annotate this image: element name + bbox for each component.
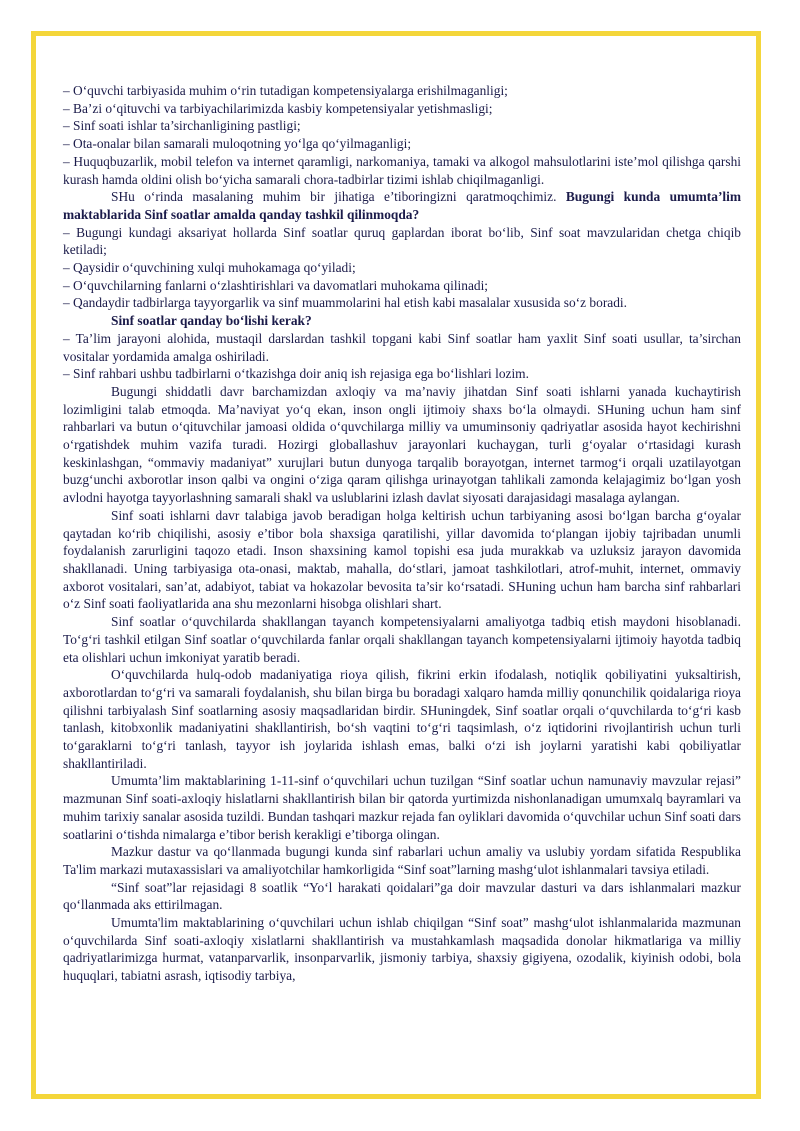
bold-heading: Bugungi kunda umumta’lim maktablarida Sinf soatlar amalda qanday tashkil qilinmoqda? [63, 189, 741, 222]
paragraph-text: Mazkur dastur va qo‘llanmada bugungi kunda sinf rabarlari uchun amaliy va uslubiy yordam sifatida Respublika Ta'lim markazi mutaxassislari va amaliyotchilar hamkorligida “Sinf soat”larning mashg‘ulot ishlanmalari tavsiya etiladi. [63, 844, 741, 877]
paragraph [63, 277, 741, 295]
paragraph [63, 507, 741, 613]
paragraph [63, 294, 741, 312]
paragraph-text: SHu o‘rinda masalaning muhim bir jihatiga e’tiboringizni qaratmoqchimiz. [111, 189, 566, 205]
paragraph [63, 365, 741, 383]
paragraph [63, 224, 741, 259]
paragraph [63, 312, 741, 330]
paragraph [63, 259, 741, 277]
bold-heading: Sinf soatlar qanday bo‘lishi kerak? [111, 313, 312, 329]
paragraph-text: – Ba’zi o‘qituvchi va tarbiyachilarimizda kasbiy kompetensiyalar yetishmasligi; [63, 100, 493, 116]
document-body [63, 82, 741, 985]
paragraph-text: – Qaysidir o‘quvchining xulqi muhokamaga qo‘yiladi; [63, 260, 356, 276]
paragraph [63, 843, 741, 878]
paragraph [63, 188, 741, 223]
paragraph [63, 117, 741, 135]
paragraph-text: – Qandaydir tadbirlarga tayyorgarlik va sinf muammolarini hal etish kabi masalalar xususida so‘z boradi. [63, 295, 627, 311]
paragraph-text: – Ota-onalar bilan samarali muloqotning yo‘lga qo‘yilmaganligi; [63, 136, 412, 152]
paragraph [63, 772, 741, 843]
paragraph-text: – O‘quvchilarning fanlarni o‘zlashtirishlari va davomatlari muhokama qilinadi; [63, 277, 489, 293]
paragraph-text: Umumta’lim maktablarining 1-11-sinf o‘quvchilari uchun tuzilgan “Sinf soatlar uchun namunaviy mavzular rejasi” mazmunan Sinf soati-axloqiy hislatlarni shakllantirish bilan bir qatorda yurtimizda nishonlanadigan umumxalq bayramlari va muhim tarixiy sanalar asosida tuzildi. Bundan tashqari mazkur rejada fan oyliklari davomida o‘quvchilar uchun Sinf soati dars soatlarini o‘tishda nimalarga e’tibor berish kerakligi e’tiborga olingan. [63, 773, 741, 842]
paragraph-text: – Ta’lim jarayoni alohida, mustaqil darslardan tashkil topgani kabi Sinf soatlar ham yaxlit Sinf soati usullar, ta’sirchan vositalar yordamida amalga oshiriladi. [63, 330, 741, 364]
paragraph [63, 153, 741, 188]
paragraph [63, 82, 741, 100]
paragraph-text: Umumta'lim maktablarining o‘quvchilari uchun ishlab chiqilgan “Sinf soat” mashg‘ulot ishlanmalarida mazmunan o‘quvchilarda Sinf soati-axloqiy xislatlarni shakllantirish va mustahkamlash maqsadida donolar hikmatlariga va milliy qadriyatlarimizga hurmat, vatanparvarlik, insonparvarlik, jismoniy tarbiya, shaxsiy gigiyena, ozodalik, kiyinish odobi, bola huquqlari, tabiatni asrash, iqtisodiy tarbiya, [63, 915, 741, 984]
paragraph-text: – Sinf rahbari ushbu tadbirlarni o‘tkazishga doir aniq ish rejasiga ega bo‘lishlari lozim. [63, 366, 529, 382]
paragraph [63, 100, 741, 118]
paragraph-text: – Sinf soati ishlar ta’sirchanligining pastligi; [63, 118, 301, 134]
paragraph-text: – Bugungi kundagi aksariyat hollarda Sinf soatlar quruq gaplardan iborat bo‘lib, Sinf soat mavzularidan chetga chiqib ketiladi; [63, 224, 741, 258]
paragraph-text: Sinf soatlar o‘quvchilarda shakllangan tayanch kompetensiyalarni amaliyotga tadbiq etish maydoni hisoblanadi. To‘g‘ri tashkil etilgan Sinf soatlar o‘quvchilarda fanlar orqali shakllangan tayanch kompetensiyalarni ijtimoiy hayotda tadbiq eta olishlari uchun imkoniyat yaratib beradi. [63, 614, 741, 665]
paragraph-text: – Huquqbuzarlik, mobil telefon va internet qaramligi, narkomaniya, tamaki va alkogol mahsulotlarini iste’mol qilishga qarshi kurash hamda oldini olish bo‘yicha samarali chora-tadbirlar tizimi ishlab chiqilmaganligi. [63, 153, 741, 187]
paragraph [63, 613, 741, 666]
paragraph [63, 135, 741, 153]
paragraph-text: – O‘quvchi tarbiyasida muhim o‘rin tutadigan kompetensiyalarga erishilmaganligi; [63, 83, 508, 98]
paragraph [63, 383, 741, 507]
paragraph-text: “Sinf soat”lar rejasidagi 8 soatlik “Yo‘l harakati qoidalari”ga doir mavzular dasturi va dars ishlanmalari mazkur qo‘llanmada aks ettirilmagan. [63, 879, 741, 913]
paragraph-text: Sinf soati ishlarni davr talabiga javob beradigan holga keltirish uchun tarbiyaning asosi bo‘lgan barcha g‘oyalar qaytadan ko‘rib chiqilishi, asosiy e’tibor bola shaxsiga qaratilishi, yillar davomida to‘plangan ijobiy tajribadan unumli foydalanish zarurligini taqozo etadi. Inson shaxsining kamol topishi esa juda murakkab va uzluksiz jarayon davomida shakllanadi. Uning tarbiyasiga ota-onasi, maktab, mahalla, do‘stlari, jamoat tashkilotlari, atrof-muhit, internet, ommaviy axborot vositalari, san’at, adabiyot, tabiat va hokazolar bevosita ta’sir ko‘rsatadi. SHuning uchun ham barcha sinf rahbarlari o‘z Sinf soati faoliyatlarida ana shu mezonlarni hisobga olishlari shart. [63, 507, 741, 612]
paragraph [63, 914, 741, 985]
paragraph [63, 330, 741, 365]
paragraph-text: Bugungi shiddatli davr barchamizdan axloqiy va ma’naviy jihatdan Sinf soati ishlarni yanada kuchaytirish lozimligini talab etmoqda. Ma’naviyat yo‘q ekan, inson ongli ijtimoiy shaxs bo‘la olmaydi. SHuning uchun ham sinf rahbarlari va butun o‘qituvchilar jamoasi oldida o‘quvchilarga milliy va umuminsoniy qadriyatlar asosida hayot kechirishni o‘rgatishdek muhim vazifa turadi. Hozirgi globallashuv jarayonlari kuchaygan, turli g‘oyalar o‘rtasidagi kurash keskinlashgan, “ommaviy madaniyat” xurujlari butun dunyoga tarqalib borayotgan, internet tarmog‘i orqali uzatilayotgan buzg‘unchi axborotlar inson qalbi va ongini o‘ziga qaram qilishga urinayotgan tahlikali zamonda kelajagimiz bo‘lgan yosh avlodni hayotga tayyorlashning samarali shakl va uslublarini izlash davlat siyosati darajasidagi masalaga aylangan. [63, 383, 741, 506]
paragraph [63, 879, 741, 914]
paragraph-text: O‘quvchilarda hulq-odob madaniyatiga rioya qilish, fikrini erkin ifodalash, notiqlik qobiliyatini yuksaltirish, axborotlardan to‘g‘ri va samarali foydalanish, shu bilan birga bu boradagi xalqaro hamda milliy qonunchilik qoidalariga rioya qilishni tarbiyalash Sinf soatlarning asosiy maqsadlaridan birdir. SHuningdek, Sinf soatlar orqali o‘quvchilarda to‘g‘ri kasb tanlash, kitobxonlik madaniyatini shakllantirish, bo‘sh vaqtini to‘g‘ri taqsimlash, o‘z iqtidorini rivojlantirish uchun turli to‘garaklarni to‘g‘ri tanlash, tayyor ish joylarida ishlash emas, balki o‘zi ish joylarni yaratishi kabi qobiliyatlar shakllantiriladi. [63, 667, 741, 771]
paragraph [63, 666, 741, 772]
